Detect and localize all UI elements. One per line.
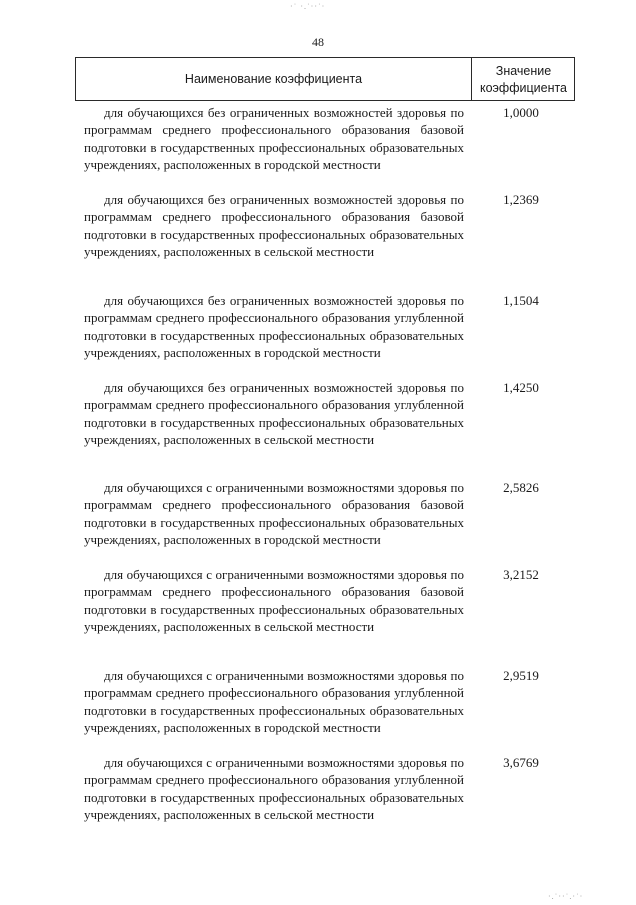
row-description: для обучающихся без ограниченных возможностей здоровья по программам среднего профессионального образования углубленной подготовки в государственных профессиональных образовательных учреждениях, расположенных в городской местности bbox=[84, 293, 464, 361]
row-description: для обучающихся с ограниченными возможностями здоровья по программам среднего профессионального образования базовой подготовки в государственных профессиональных образовательных учреждениях, расположенных в городской местности bbox=[84, 480, 464, 548]
row-value: 2,9519 bbox=[503, 668, 539, 683]
row-value: 1,4250 bbox=[503, 380, 539, 395]
row-value: 1,0000 bbox=[503, 105, 539, 120]
table-row bbox=[84, 292, 574, 379]
row-description: для обучающихся с ограниченными возможностями здоровья по программам среднего профессионального образования базовой подготовки в государственных профессиональных образовательных учреждениях, расположенных в сельской местности bbox=[84, 567, 464, 635]
table-row bbox=[84, 379, 574, 466]
table-row bbox=[84, 754, 574, 841]
row-description: для обучающихся без ограниченных возможностей здоровья по программам среднего профессионального образования базовой подготовки в государственных профессиональных образовательных учреждениях, расположенных в городской местности bbox=[84, 105, 464, 173]
header-value-line1: Значение bbox=[495, 64, 552, 78]
row-description: для обучающихся с ограниченными возможностями здоровья по программам среднего профессионального образования углубленной подготовки в государственных профессиональных образовательных учреждениях, расположенных в городской местности bbox=[84, 668, 464, 736]
table-row bbox=[84, 667, 574, 754]
table-row bbox=[84, 566, 574, 653]
table-row bbox=[84, 191, 574, 278]
row-value: 1,2369 bbox=[503, 192, 539, 207]
header-coefficient-value bbox=[471, 58, 575, 100]
table-row bbox=[84, 479, 574, 566]
table-row bbox=[84, 104, 574, 191]
row-value: 3,2152 bbox=[503, 567, 539, 582]
row-description: для обучающихся без ограниченных возможностей здоровья по программам среднего профессионального образования базовой подготовки в государственных профессиональных образовательных учреждениях, расположенных в сельской местности bbox=[84, 192, 464, 260]
row-description: для обучающихся без ограниченных возможностей здоровья по программам среднего профессионального образования углубленной подготовки в государственных профессиональных образовательных учреждениях, расположенных в сельской местности bbox=[84, 380, 464, 448]
header-value-line2: коэффициента bbox=[479, 81, 568, 95]
header-coefficient-name: Наименование коэффициента bbox=[184, 72, 363, 86]
row-value: 1,1504 bbox=[503, 293, 539, 308]
page-number: 48 bbox=[312, 35, 324, 49]
coefficient-table-body bbox=[84, 104, 574, 841]
row-value: 3,6769 bbox=[503, 755, 539, 770]
row-description: для обучающихся с ограниченными возможностями здоровья по программам среднего профессионального образования углубленной подготовки в государственных профессиональных образовательных учреждениях, расположенных в сельской местности bbox=[84, 755, 464, 823]
scan-artifact-bottom: ·.˙··˙.·˙· bbox=[548, 892, 584, 901]
table-header bbox=[75, 57, 575, 101]
row-value: 2,5826 bbox=[503, 480, 539, 495]
scan-artifact-top: ·˙ ·.˙··˙· bbox=[290, 2, 326, 11]
